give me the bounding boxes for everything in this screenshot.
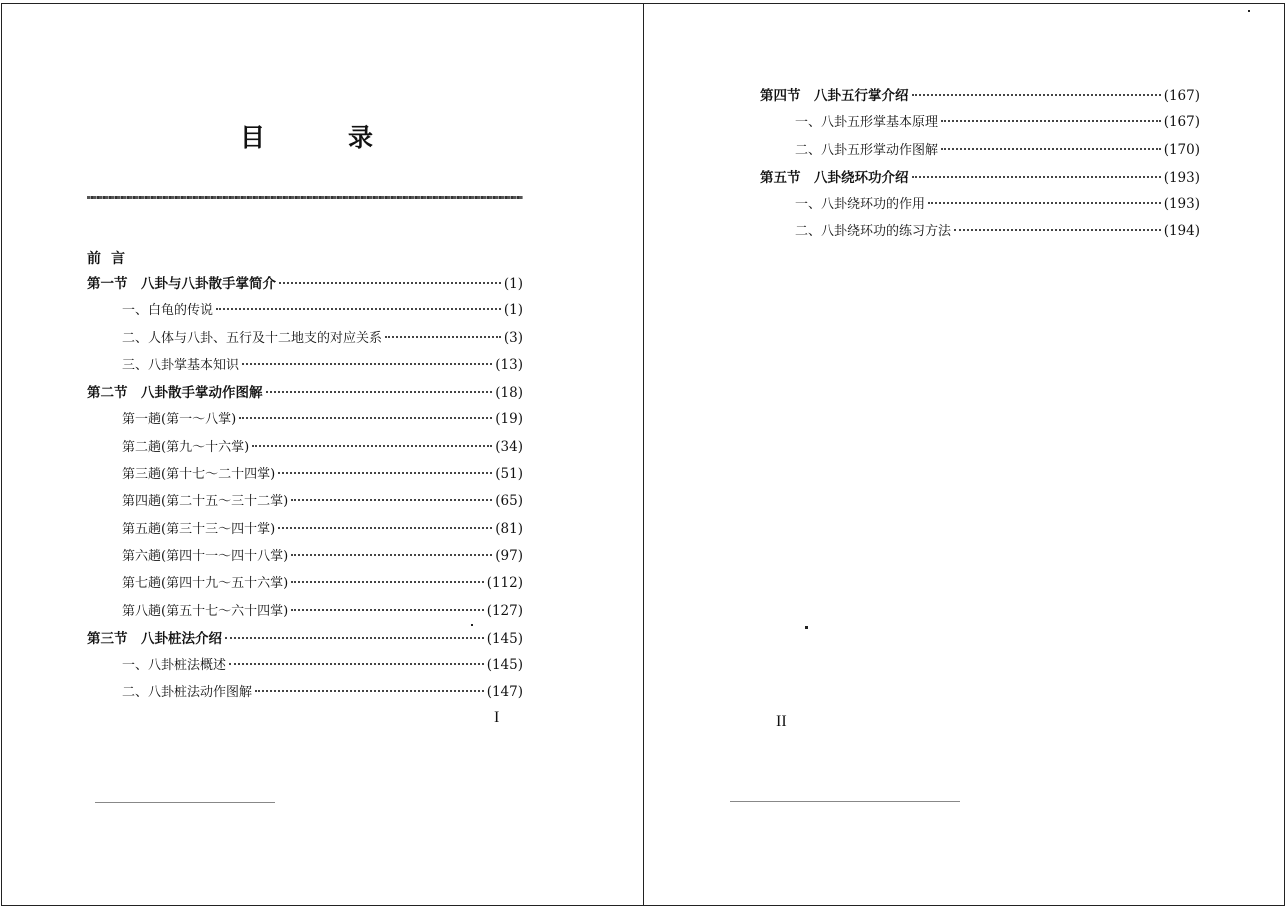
toc-entry-label: 第二趟(第九～十六掌) bbox=[122, 439, 250, 455]
toc-page-number: (127) bbox=[486, 602, 523, 619]
toc-page-number: (1) bbox=[503, 276, 523, 292]
scan-speck bbox=[805, 626, 808, 629]
toc-entry-label: 第四趟(第二十五～三十二掌) bbox=[122, 494, 289, 510]
toc-subentry bbox=[760, 139, 1200, 166]
toc-leader-dots bbox=[278, 527, 492, 529]
toc-leader-dots bbox=[928, 202, 1161, 204]
toc-title-char-2: 录 bbox=[347, 123, 375, 152]
scan-speck bbox=[1248, 10, 1250, 12]
toc-entry-label: 第八趟(第五十七～六十四掌) bbox=[122, 603, 289, 619]
toc-entry-label: 一、八卦桩法概述 bbox=[122, 658, 227, 674]
title-divider bbox=[87, 196, 523, 199]
toc-page-number: (65) bbox=[495, 493, 523, 510]
toc-subentry bbox=[760, 193, 1200, 220]
preface-entry: 前言 bbox=[87, 251, 135, 267]
toc-page-number: (51) bbox=[495, 466, 523, 483]
toc-section-entry bbox=[760, 166, 1200, 193]
toc-entry-label: 第六趟(第四十一～四十八掌) bbox=[122, 548, 289, 564]
toc-entry-label: 二、八卦桩法动作图解 bbox=[122, 685, 253, 701]
toc-entry-label: 一、八卦五形掌基本原理 bbox=[795, 115, 939, 131]
toc-entry-label: 第三趟(第十七～二十四掌) bbox=[122, 467, 276, 483]
toc-page-number: (145) bbox=[486, 630, 523, 647]
toc-section-entry bbox=[87, 381, 523, 408]
toc-page-number: (81) bbox=[495, 520, 523, 537]
toc-leader-dots bbox=[291, 499, 492, 501]
scan-artifact-line-right bbox=[730, 801, 960, 802]
toc-page-number: (112) bbox=[486, 575, 523, 592]
toc-list-right bbox=[760, 84, 1200, 248]
toc-leader-dots bbox=[225, 637, 484, 639]
toc-page-number: (97) bbox=[495, 547, 523, 564]
toc-leader-dots bbox=[941, 148, 1161, 150]
toc-subentry bbox=[87, 327, 523, 354]
toc-subentry bbox=[87, 299, 523, 326]
toc-subentry bbox=[87, 681, 523, 708]
scan-artifact-line-left bbox=[95, 802, 275, 803]
page-number-right: II bbox=[776, 713, 787, 730]
toc-leader-dots bbox=[912, 94, 1161, 96]
toc-entry-label: 二、八卦绕环功的练习方法 bbox=[795, 224, 952, 240]
toc-entry-label: 二、八卦五形掌动作图解 bbox=[795, 142, 939, 158]
toc-leader-dots bbox=[266, 391, 493, 393]
toc-leader-dots bbox=[278, 472, 492, 474]
toc-page-number: (193) bbox=[1163, 169, 1200, 186]
toc-subentry bbox=[87, 463, 523, 490]
toc-leader-dots bbox=[252, 445, 492, 447]
toc-page-number: (167) bbox=[1163, 88, 1200, 104]
toc-entry-label: 第二节 八卦散手掌动作图解 bbox=[87, 385, 263, 402]
toc-entry-label: 二、人体与八卦、五行及十二地支的对应关系 bbox=[122, 330, 383, 346]
toc-subentry bbox=[760, 220, 1200, 247]
toc-entry-label: 第五趟(第三十三～四十掌) bbox=[122, 521, 276, 537]
toc-leader-dots bbox=[291, 581, 484, 583]
toc-leader-dots bbox=[242, 363, 492, 365]
toc-entry-label: 第四节 八卦五行掌介绍 bbox=[760, 88, 909, 104]
toc-leader-dots bbox=[216, 308, 501, 310]
toc-page-number: (1) bbox=[503, 302, 523, 319]
toc-subentry bbox=[87, 490, 523, 517]
toc-leader-dots bbox=[912, 176, 1161, 178]
toc-leader-dots bbox=[291, 609, 484, 611]
toc-page-number: (3) bbox=[503, 329, 523, 346]
toc-page-number: (194) bbox=[1163, 223, 1200, 240]
toc-leader-dots bbox=[385, 336, 501, 338]
toc-leader-dots bbox=[279, 282, 501, 284]
toc-leader-dots bbox=[941, 120, 1161, 122]
toc-section-entry bbox=[760, 84, 1200, 111]
toc-entry-label: 第三节 八卦桩法介绍 bbox=[87, 630, 222, 647]
toc-entry-label: 三、八卦掌基本知识 bbox=[122, 357, 240, 373]
scan-speck bbox=[471, 624, 473, 626]
toc-subentry bbox=[87, 600, 523, 627]
toc-page-number: (193) bbox=[1163, 196, 1200, 213]
toc-page-number: (19) bbox=[495, 411, 523, 428]
toc-page-number: (167) bbox=[1163, 114, 1200, 131]
toc-entry-label: 第一趟(第一～八掌) bbox=[122, 412, 237, 428]
toc-entry-label: 一、八卦绕环功的作用 bbox=[795, 197, 926, 213]
toc-subentry bbox=[87, 436, 523, 463]
toc-subentry bbox=[760, 111, 1200, 138]
toc-subentry bbox=[87, 572, 523, 599]
toc-leader-dots bbox=[229, 663, 484, 665]
toc-entry-label: 一、白龟的传说 bbox=[122, 303, 214, 319]
toc-entry-label: 第五节 八卦绕环功介绍 bbox=[760, 169, 909, 186]
toc-subentry bbox=[87, 408, 523, 435]
toc-leader-dots bbox=[239, 417, 492, 419]
toc-list-left bbox=[87, 272, 523, 709]
toc-entry-label: 第七趟(第四十九～五十六掌) bbox=[122, 576, 289, 592]
toc-page-number: (13) bbox=[495, 356, 523, 373]
toc-entry-label: 第一节 八卦与八卦散手掌简介 bbox=[87, 276, 276, 292]
page-number-left: I bbox=[494, 709, 500, 726]
toc-title bbox=[240, 118, 375, 154]
toc-page-number: (18) bbox=[495, 385, 523, 402]
toc-page-number: (147) bbox=[486, 684, 523, 701]
toc-page-number: (145) bbox=[486, 657, 523, 674]
toc-section-entry bbox=[87, 272, 523, 299]
toc-section-entry bbox=[87, 627, 523, 654]
toc-leader-dots bbox=[954, 229, 1161, 231]
toc-subentry bbox=[87, 654, 523, 681]
toc-subentry bbox=[87, 545, 523, 572]
toc-subentry bbox=[87, 518, 523, 545]
toc-title-char-1: 目 bbox=[240, 123, 268, 152]
toc-leader-dots bbox=[255, 690, 484, 692]
toc-subentry bbox=[87, 354, 523, 381]
toc-page-number: (170) bbox=[1163, 141, 1200, 158]
toc-page-number: (34) bbox=[495, 438, 523, 455]
toc-leader-dots bbox=[291, 554, 492, 556]
